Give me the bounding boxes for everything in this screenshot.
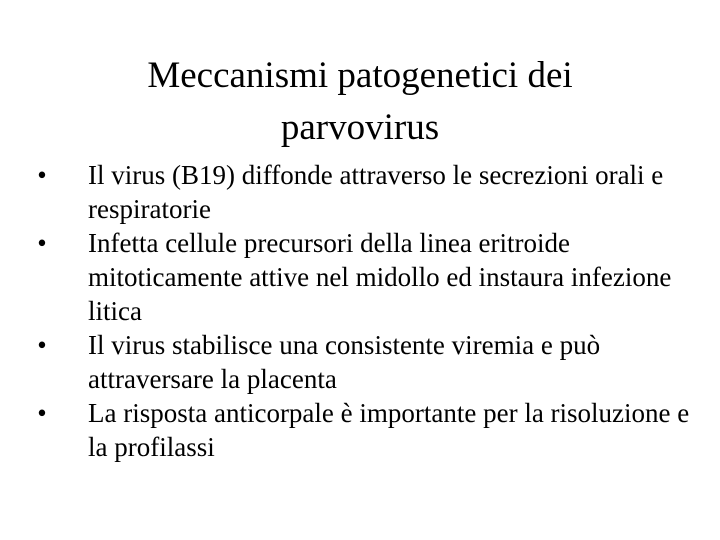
bullet-text: Il virus (B19) diffonde attraverso le secrezioni orali e respiratorie xyxy=(88,160,664,224)
slide-title-line-2: parvovirus xyxy=(280,107,440,148)
bullet-item xyxy=(32,328,692,396)
bullet-item xyxy=(32,396,692,464)
bullet-text: La risposta anticorpale è importante per la risoluzione e la profilassi xyxy=(88,398,690,462)
bullet-dot-icon: • xyxy=(37,398,47,428)
bullet-item xyxy=(32,158,692,226)
slide-title-line-1: Meccanismi patogenetici dei xyxy=(147,55,573,96)
bullet-item xyxy=(32,226,692,328)
bullet-list xyxy=(32,158,692,464)
slide-title xyxy=(60,50,660,154)
bullet-text: Il virus stabilisce una consistente viremia e può attraversare la placenta xyxy=(88,330,601,394)
bullet-text: Infetta cellule precursori della linea eritroide mitoticamente attive nel midollo ed instaura infezione litica xyxy=(88,228,672,326)
bullet-dot-icon: • xyxy=(37,160,47,190)
bullet-dot-icon: • xyxy=(37,330,47,360)
bullet-dot-icon: • xyxy=(37,228,47,258)
